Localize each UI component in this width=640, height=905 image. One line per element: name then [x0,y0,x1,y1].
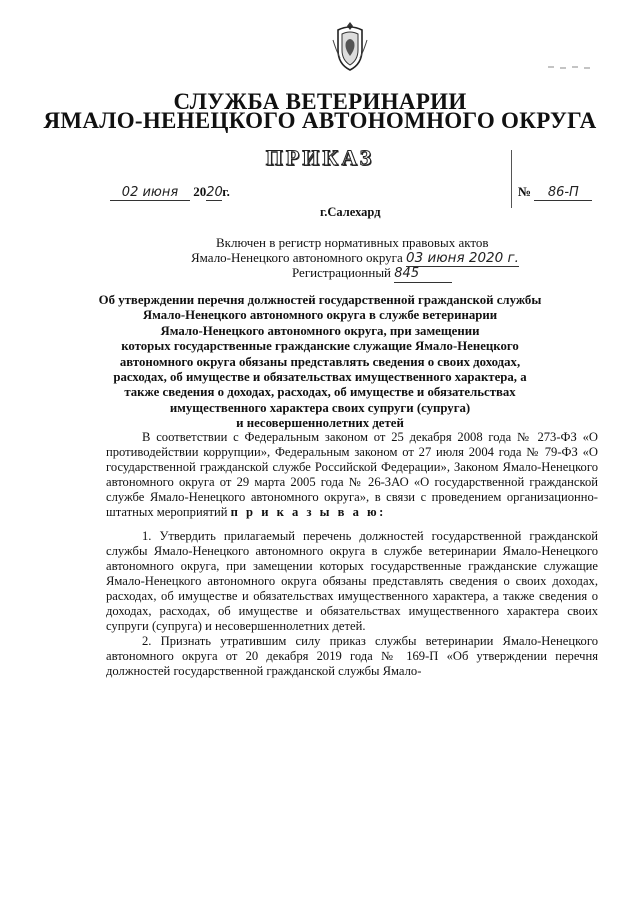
order-number-handwritten: 86-П [534,185,592,201]
order-year-suffix: г. [222,184,230,199]
order-number-label: № [518,184,532,199]
registration-date-handwritten: 03 июня 2020 г. [406,250,519,266]
title-line: Об утверждении перечня должностей государственной гражданской службы [98,293,542,307]
order-city: г.Салехард [320,205,381,219]
item-1-paragraph: 1. Утвердить прилагаемый перечень должностей государственной гражданской службы Ямало-Ненецкого автономного округа в службе ветеринарии Ямало-Ненецкого автономного округа, при замещении которых государственные гражданские служащие Ямало-Ненецкого автономного округа обязаны представлять сведения о своих доходах, расходах, об имуществе и обязательствах имущественного характера, а также сведения о доходах, расходах, об имуществе и обязательствах имущественного характера своих супруги (супруга) и несовершеннолетних детей. [106,528,598,634]
order-number [518,184,592,201]
item-2-paragraph: 2. Признать утратившим силу приказ службы ветеринарии Ямало-Ненецкого автономного округа от 20 декабря 2019 года № 169-П «Об утверждении перечня должностей государственной гражданской службы Ямало- [106,634,598,679]
title-line: Ямало-Ненецкого автономного округа в службе ветеринарии [142,308,498,323]
registration-line3 [292,265,452,283]
order-heading: ПРИКАЗ [265,145,375,170]
preamble-text: В соответствии с Федеральным законом от 25 декабря 2008 года № 273-ФЗ «О противодействии коррупции», Федеральным законом от 27 июля 2004 года № 79-ФЗ «О государственной гражданской службе Российской Федерации», Законом Ямало-Ненецкого автономного округа от 29 марта 2005 года № 26-ЗАО «О государственной гражданской службе Ямало-Ненецкого автономного округа», в связи с проведением организационно-штатных мероприятий [106,430,598,520]
agency-name-line2: ЯМАЛО-НЕНЕЦКОГО АВТОНОМНОГО ОКРУГА [43,108,597,133]
title-line: имущественного характера своих супруги (супруга) [169,400,471,415]
margin-line [511,150,512,208]
title-line: и несовершеннолетних детей [236,416,404,431]
document-body [106,430,598,680]
registration-number-label: Регистрационный [292,265,392,280]
preamble-paragraph [106,430,598,521]
command-word: п р и к а з ы в а ю: [230,505,386,520]
title-line: Ямало-Ненецкого автономного округа, при замещении [160,323,480,338]
title-line: также сведения о доходах, расходах, об имуществе и обязательствах [124,385,516,400]
title-line: расходах, об имуществе и обязательствах имущественного характера, а [113,370,527,385]
registration-line1: Включен в регистр нормативных правовых актов [216,235,489,250]
agency-name-line1: СЛУЖБА ВЕТЕРИНАРИИ [173,89,467,114]
title-line: которых государственные гражданские служащие Ямало-Ненецкого [121,339,519,354]
scan-marks [548,58,592,66]
registration-line2-text: Ямало-Ненецкого автономного округа [191,250,403,265]
order-year-prefix: 20 [193,184,207,199]
order-date [110,184,230,201]
registration-number-handwritten: 845 [394,266,452,283]
title-line: автономного округа обязаны представлять сведения о своих доходах, [119,354,521,369]
document-title [0,293,640,432]
coat-of-arms-icon [330,20,370,74]
order-year-handwritten: 20 [206,185,223,200]
order-date-handwritten: 02 июня [110,185,190,201]
